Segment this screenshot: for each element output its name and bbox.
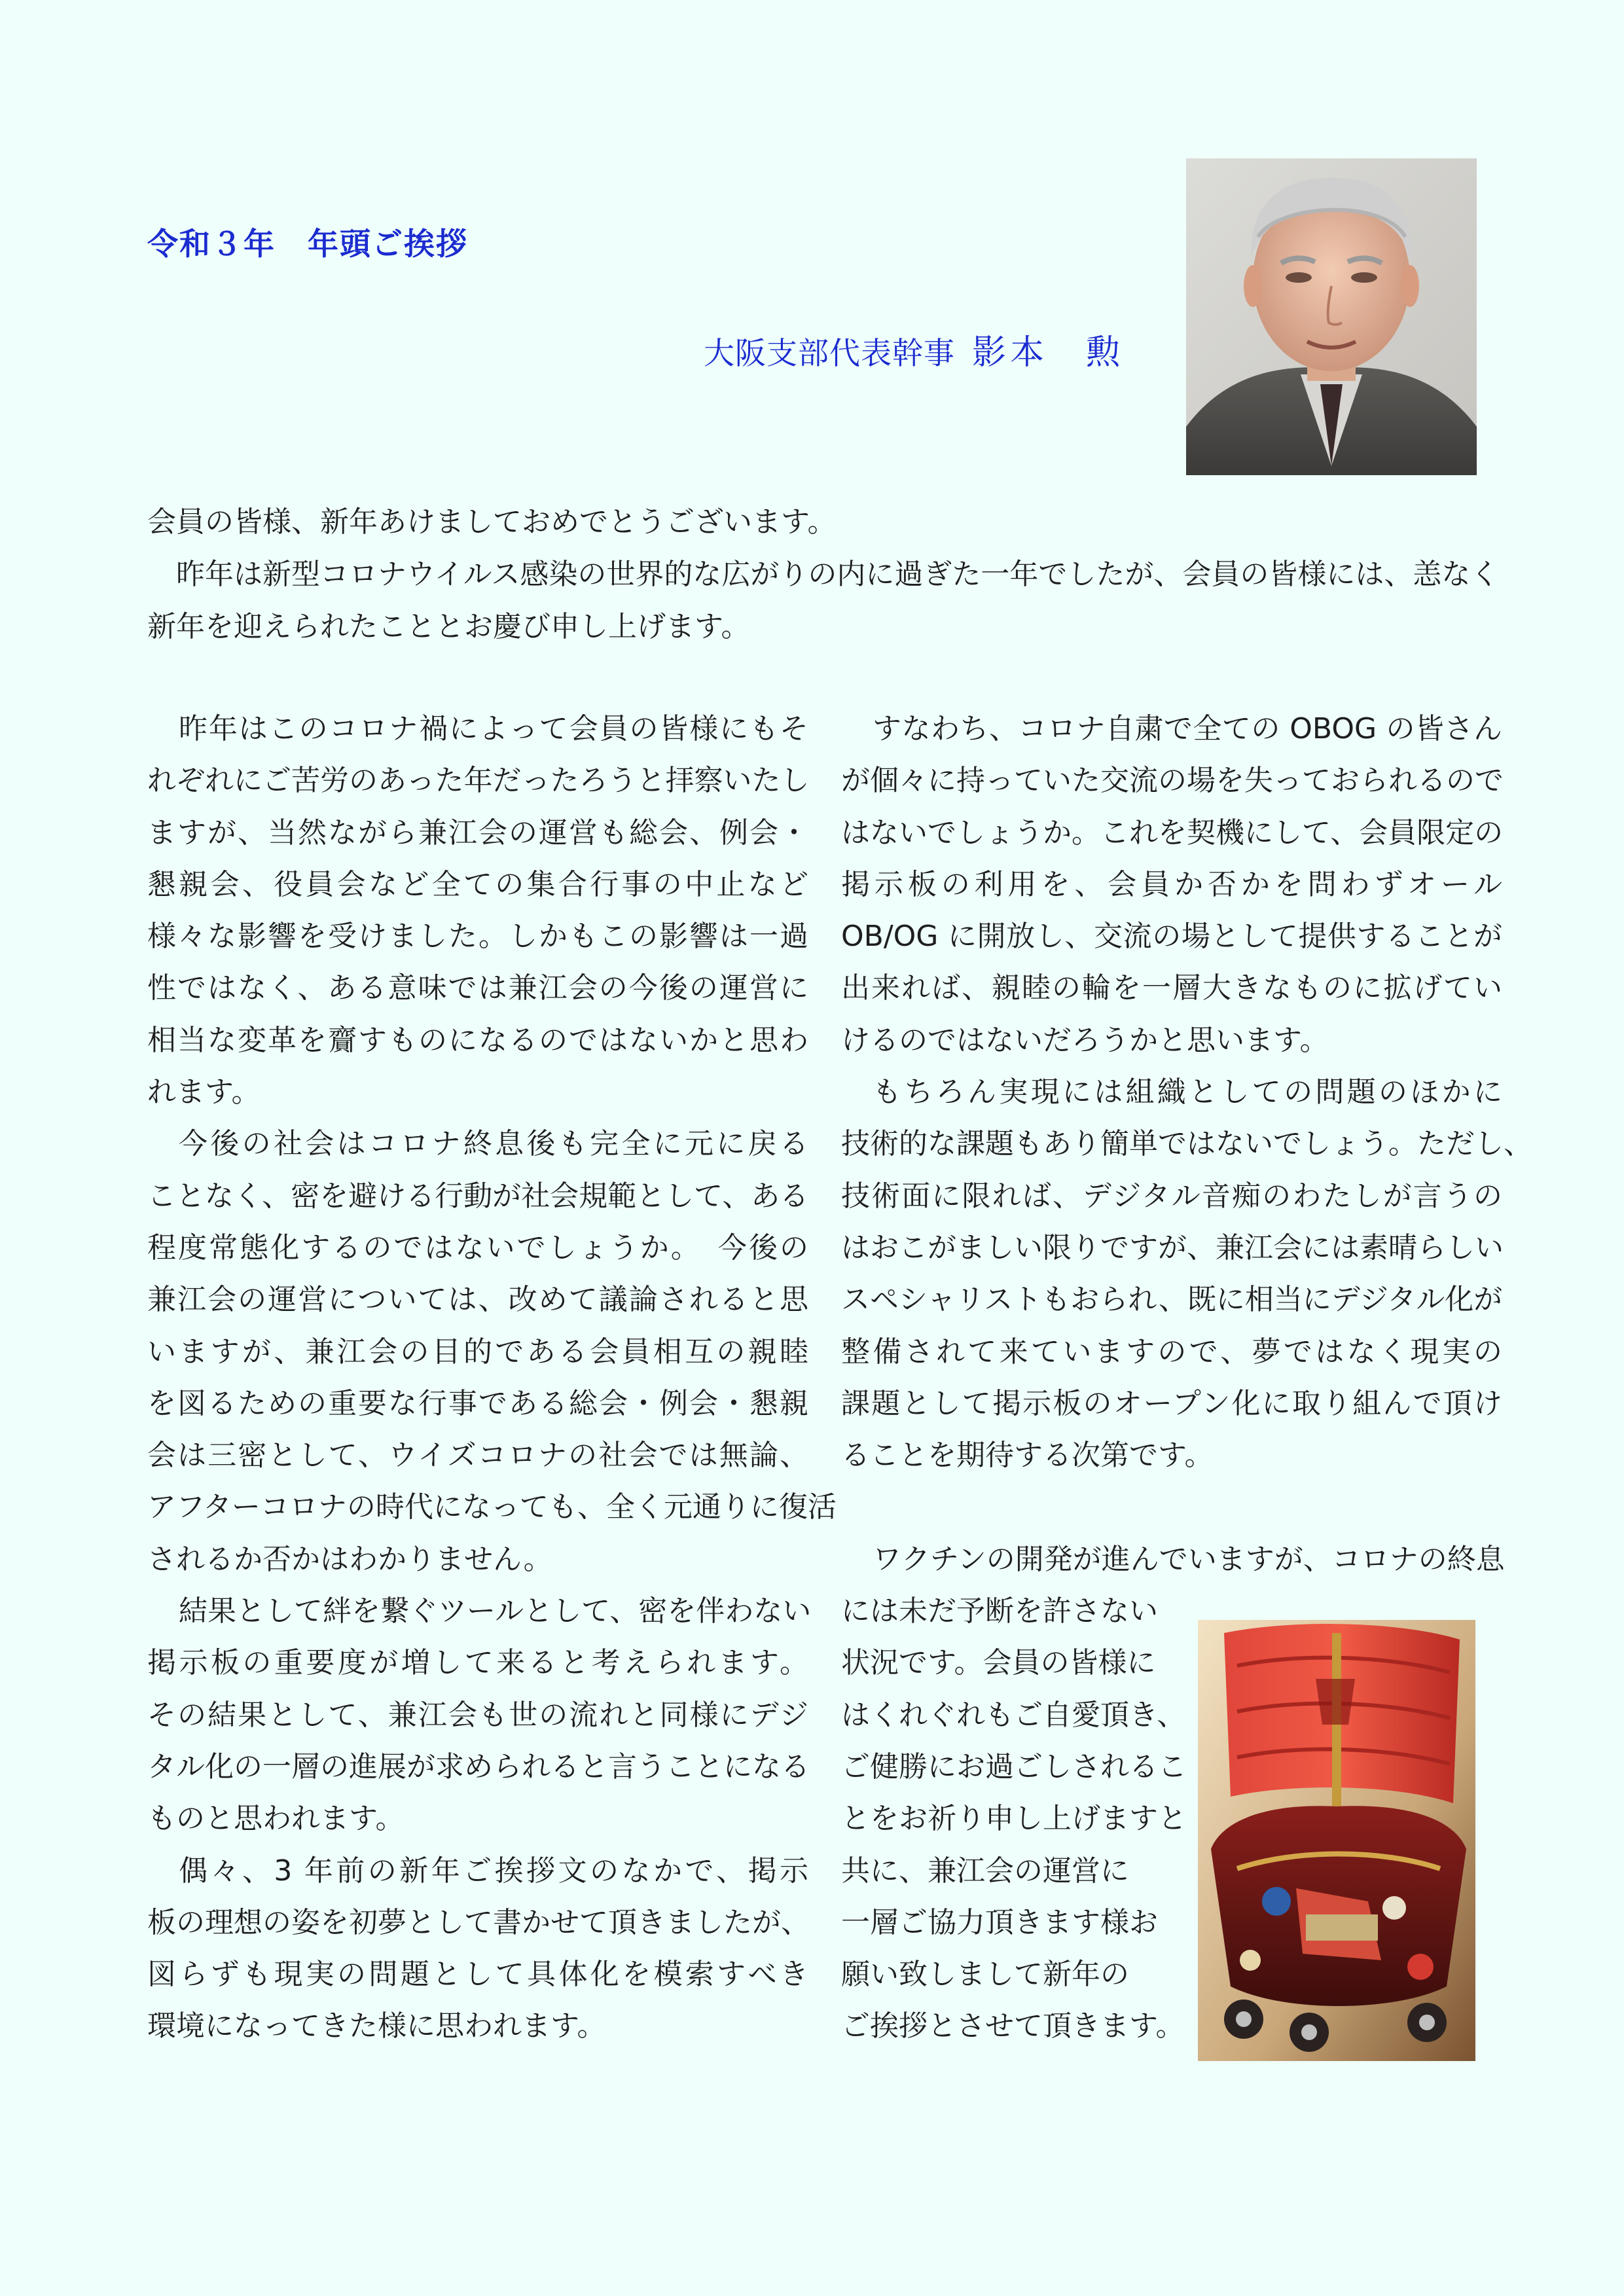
text-line: 板の理想の姿を初夢として書かせて頂きましたが、 [147, 1905, 810, 1939]
text-line: 性ではなく、ある意味では兼江会の今後の運営に [147, 971, 808, 1005]
text-line: 様々な影響を受けました。しかもこの影響は一過 [147, 920, 808, 954]
text-line: 今後の社会はコロナ終息後も完全に元に戻る [179, 1127, 808, 1161]
text-line: 昨年はこのコロナ禍によって会員の皆様にもそ [179, 712, 808, 745]
text-line: いますが、兼江会の目的である会員相互の親睦 [147, 1335, 808, 1369]
author-line [704, 325, 1124, 374]
text-line: 共に、兼江会の運営に [841, 1854, 1129, 1888]
text-line: 程度常態化するのではないでしょうか。 今後の [147, 1230, 808, 1265]
text-line: 技術面に限れば、デジタル音痴のわたしが言うの [841, 1179, 1502, 1213]
text-line: 掲示板の重要度が増して来ると考えられます。 [147, 1646, 808, 1680]
text-line: 偶々、3 年前の新年ご挨拶文のなかで、掲示 [179, 1854, 808, 1888]
text-line: 技術的な課題もあり簡単ではないでしょう。ただし、 [841, 1127, 1532, 1161]
text-line: 懇親会、役員会など全ての集合行事の中止など [147, 867, 808, 901]
text-line: けるのではないだろうかと思います。 [841, 1023, 1329, 1057]
text-line: はくれぐれもご自愛頂き、 [841, 1698, 1186, 1732]
text-line: ものと思われます。 [147, 1802, 405, 1836]
text-line: ご挨拶とさせて頂きます。 [841, 2009, 1185, 2043]
left-column [147, 703, 837, 2053]
intro-line: 新年を迎えられたこととお慶び申し上げます。 [147, 610, 750, 643]
author-name: 影本 勲 [972, 333, 1125, 372]
text-line: 掲示板の利用を、会員か否かを問わずオール [841, 867, 1502, 901]
text-line: OB/OG に開放し、交流の場として提供することが [841, 920, 1502, 954]
text-line: 一層ご協力頂きます様お [841, 1905, 1158, 1939]
page-title: 令和３年 年頭ご挨拶 [147, 226, 468, 262]
text-line: されるか否かはわかりません。 [147, 1542, 552, 1576]
text-line: 願い致しまして新年の [841, 1958, 1129, 1992]
author-role: 大阪支部代表幹事 [704, 336, 955, 372]
text-line: れぞれにご苦労のあった年だったろうと拝察いたし [147, 764, 810, 798]
greeting-intro [147, 496, 1500, 653]
text-line: スペシャリストもおられ、既に相当にデジタル化が [841, 1283, 1503, 1317]
text-line: 図らずも現実の問題として具体化を模索すべき [147, 1958, 808, 1992]
text-line: 課題として掲示板のオープン化に取り組んで頂け [841, 1386, 1502, 1420]
text-line: 結果として絆を繋ぐツールとして、密を伴わない [179, 1594, 812, 1628]
text-line: には未だ予断を許さない [841, 1594, 1158, 1628]
text-line: を図るための重要な行事である総会・例会・懇親 [147, 1386, 808, 1420]
author-portrait-photo [1186, 158, 1477, 475]
text-line: 出来れば、親睦の輪を一層大きなものに拡げてい [841, 971, 1502, 1005]
text-line: 相当な変革を齎すものになるのではないかと思わ [147, 1023, 808, 1057]
intro-line: 昨年は新型コロナウイルス感染の世界的な広がりの内に過ぎた一年でしたが、会員の皆様には、恙なく [147, 558, 1500, 591]
text-line: とをお祈り申し上げますと [841, 1802, 1187, 1836]
text-line: ご健勝にお過ごしされるこ [841, 1749, 1187, 1784]
text-line: もちろん実現には組織としての問題のほかに [873, 1075, 1502, 1109]
text-line: その結果として、兼江会も世の流れと同様にデジ [147, 1698, 808, 1732]
text-line: ワクチンの開発が進んでいますが、コロナの終息 [873, 1542, 1505, 1576]
text-line: 会は三密として、ウイズコロナの社会では無論、 [147, 1439, 808, 1473]
text-line: はおこがましい限りですが、兼江会には素晴らしい [841, 1230, 1504, 1265]
text-line: はないでしょうか。これを契機にして、会員限定の [841, 816, 1504, 850]
text-line: ことなく、密を避ける行動が社会規範として、ある [147, 1179, 809, 1213]
text-line: ますが、当然ながら兼江会の運営も総会、例会・ [147, 816, 808, 850]
blank-line [841, 1481, 1502, 1533]
text-line: 兼江会の運営については、改めて議論されると思 [147, 1283, 808, 1317]
text-line: 状況です。会員の皆様に [841, 1646, 1156, 1680]
text-line: アフターコロナの時代になっても、全く元通りに復活 [147, 1490, 837, 1524]
text-line: タル化の一層の進展が求められると言うことになる [147, 1749, 810, 1784]
text-line: 整備されて来ていますので、夢ではなく現実の [841, 1335, 1502, 1369]
treasure-ship-photo [1198, 1620, 1475, 2061]
text-line: すなわち、コロナ自粛で全ての OBOG の皆さん [873, 712, 1502, 745]
text-line: 環境になってきた様に思われます。 [147, 2009, 606, 2043]
text-line: ることを期待する次第です。 [841, 1439, 1214, 1473]
intro-line: 会員の皆様、新年あけましておめでとうございます。 [147, 505, 837, 539]
text-line: が個々に持っていた交流の場を失っておられるので [841, 764, 1504, 798]
text-line: れます。 [147, 1075, 261, 1109]
